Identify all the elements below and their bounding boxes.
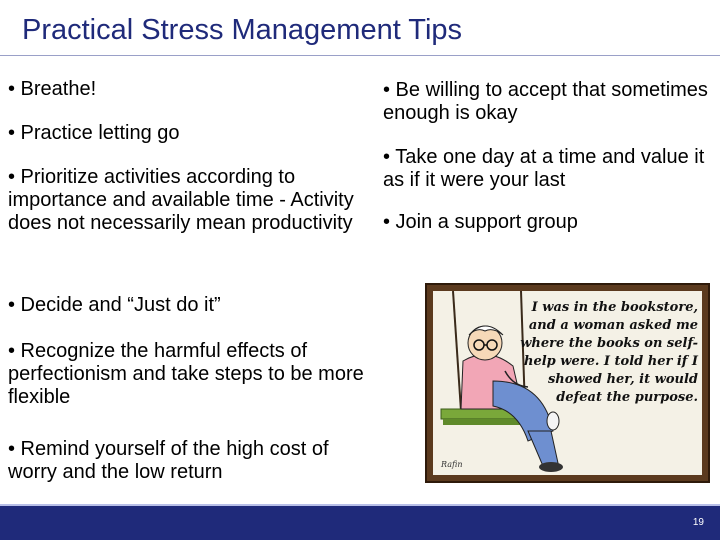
- title-divider: [0, 55, 720, 56]
- cartoon-image: [425, 283, 710, 483]
- page-number: 19: [692, 517, 704, 528]
- bullet-support-group: • Join a support group: [383, 211, 578, 233]
- footer-bar: [0, 504, 720, 540]
- bullet-remind-worry-cost: • Remind yourself of the high cost of worry and the low return: [8, 438, 329, 483]
- cartoon-caption: I was in the bookstore, and a woman asked me where the books on self-help were. I told her if I showed her, it would defeat the purpose.: [520, 300, 698, 405]
- bullet-recognize-perfectionism: • Recognize the harmful effects of perfectionism and take steps to be more flexible: [8, 340, 364, 408]
- bullet-one-day-at-a-time: • Take one day at a time and value it as if it were your last: [383, 146, 705, 191]
- cartoon-signature: Rafin: [441, 460, 463, 469]
- bullet-decide-just-do-it: • Decide and “Just do it”: [8, 294, 221, 316]
- bullet-practice-letting-go: • Practice letting go: [8, 122, 180, 144]
- bullet-breathe: • Breathe!: [8, 78, 97, 100]
- bullet-accept-enough: • Be willing to accept that sometimes enough is okay: [383, 79, 708, 124]
- slide-title: Practical Stress Management Tips: [22, 14, 463, 46]
- bullet-prioritize-activities: • Prioritize activities according to importance and available time - Activity does not necessarily mean productivity: [8, 166, 354, 234]
- cartoon-panel: [433, 291, 702, 475]
